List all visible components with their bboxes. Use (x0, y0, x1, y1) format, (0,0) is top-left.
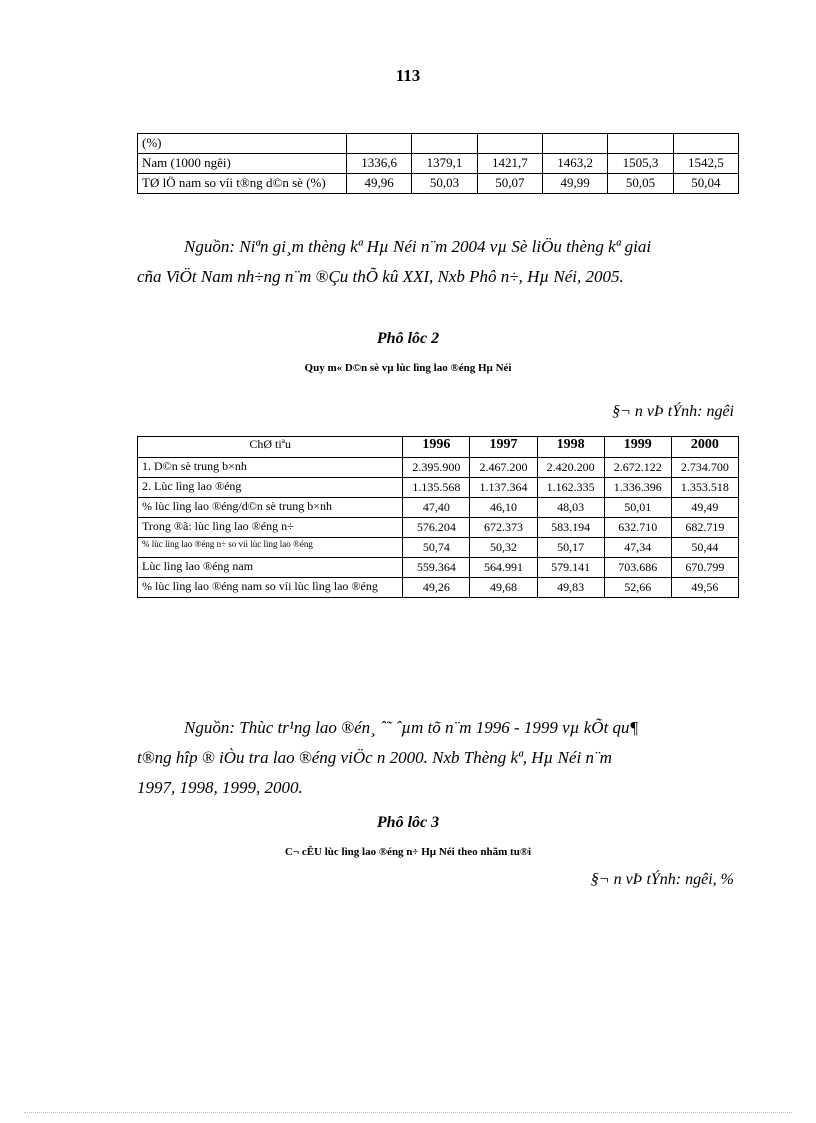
table2-cell: 49,83 (537, 578, 604, 598)
page-number: 113 (395, 66, 421, 85)
source-note-1-line-2: cña ViÖt Nam nh÷ng n¨m ®Çu thÕ kû XXI, Nxb Phô n÷, Hµ Néi, 2005. (137, 267, 624, 286)
table2-cell: 559.364 (403, 558, 470, 578)
table2-cell: 583.194 (537, 518, 604, 538)
table1-cell (347, 134, 412, 154)
table1-row-label: TØ lÖ nam so víi t®ng d©n sè (%) (138, 174, 347, 194)
table1-cell: 49,99 (542, 174, 607, 194)
appendix-3-unit: §¬ n vÞ tÝnh: ngêi, % (590, 871, 734, 888)
table2-cell: 632.710 (604, 518, 671, 538)
table-population-labor (137, 436, 739, 598)
table2-row (138, 458, 739, 478)
table1-cell: 50,05 (608, 174, 673, 194)
table1-row-label: (%) (138, 134, 347, 154)
table2-row-label: % lùc lìng lao ®éng/d©n sè trung b×nh (138, 498, 403, 518)
table2-cell: 50,17 (537, 538, 604, 558)
table2-row (138, 538, 739, 558)
table1-row-label: Nam (1000 ngêi) (138, 154, 347, 174)
table2-row-label: Trong ®ã: lùc lìng lao ®éng n÷ (138, 518, 403, 538)
table1-cell (542, 134, 607, 154)
table2-header-year: 1998 (537, 437, 604, 458)
table1-row (138, 134, 739, 154)
table1-cell (477, 134, 542, 154)
table2-header-year: 1996 (403, 437, 470, 458)
table2-cell: 672.373 (470, 518, 537, 538)
table2-cell: 1.353.518 (671, 478, 738, 498)
table2-cell: 1.137.364 (470, 478, 537, 498)
table2-row-label: 1. D©n sè trung b×nh (138, 458, 403, 478)
table2-cell: 50,01 (604, 498, 671, 518)
table2-cell: 2.672.122 (604, 458, 671, 478)
table2-cell: 576.204 (403, 518, 470, 538)
table1-cell: 1542,5 (673, 154, 738, 174)
source-note-2-line-3: 1997, 1998, 1999, 2000. (137, 778, 303, 797)
table2-row-label: 2. Lùc lìng lao ®éng (138, 478, 403, 498)
table2-row (138, 518, 739, 538)
table2-row (138, 498, 739, 518)
source-note-2-line-1: Nguồn: Thùc tr¹ng lao ®én¸ ˆ˜ ˆµm tõ n¨m 1996 - 1999 vµ kÕt qu¶ (184, 718, 639, 737)
table2-cell: 47,34 (604, 538, 671, 558)
table2-cell: 1.135.568 (403, 478, 470, 498)
table2-cell: 682.719 (671, 518, 738, 538)
table2-cell: 703.686 (604, 558, 671, 578)
table2-cell: 670.799 (671, 558, 738, 578)
table1-cell: 1379,1 (412, 154, 477, 174)
table2-cell: 49,49 (671, 498, 738, 518)
table2-cell: 48,03 (537, 498, 604, 518)
table2-cell: 50,32 (470, 538, 537, 558)
table2-row-label: Lùc lìng lao ®éng nam (138, 558, 403, 578)
appendix-3-title: Phô lôc 3 (376, 814, 440, 831)
table2-row (138, 578, 739, 598)
table2-header-year: 1997 (470, 437, 537, 458)
source-note-2-line-2: t®ng hîp ® iÒu tra lao ®éng viÖc n 2000. Nxb Thèng kª, Hµ Néi n¨m (137, 748, 612, 767)
table2-header-year: 2000 (671, 437, 738, 458)
table1-cell: 50,04 (673, 174, 738, 194)
table1-cell: 50,07 (477, 174, 542, 194)
table2-cell: 1.162.335 (537, 478, 604, 498)
table2-cell: 49,68 (470, 578, 537, 598)
table1-cell: 1505,3 (608, 154, 673, 174)
table1-cell (673, 134, 738, 154)
table2-cell: 1.336.396 (604, 478, 671, 498)
table2-cell: 2.420.200 (537, 458, 604, 478)
appendix-2-subtitle: Quy m« D©n sè vµ lùc lìng lao ®éng Hµ Néi (304, 362, 512, 374)
table1-body (138, 134, 739, 194)
table1-cell (412, 134, 477, 154)
table2-cell: 46,10 (470, 498, 537, 518)
table2-cell: 50,74 (403, 538, 470, 558)
table2-cell: 47,40 (403, 498, 470, 518)
table1-cell: 49,96 (347, 174, 412, 194)
table2-header-year: 1999 (604, 437, 671, 458)
table2-cell: 52,66 (604, 578, 671, 598)
appendix-3-subtitle: C¬ cÊU lùc lìng lao ®éng n÷ Hµ Néi theo nhãm tu®i (284, 846, 532, 858)
table2-cell: 49,26 (403, 578, 470, 598)
table-population-continued (137, 133, 739, 194)
source-note-1 (137, 232, 742, 292)
table2-header-row (138, 437, 739, 458)
table2-row (138, 558, 739, 578)
table1-row (138, 174, 739, 194)
table2-row (138, 478, 739, 498)
table1-cell: 1421,7 (477, 154, 542, 174)
table1-cell: 1336,6 (347, 154, 412, 174)
appendix-2-title: Phô lôc 2 (376, 330, 440, 347)
table2-cell: 564.991 (470, 558, 537, 578)
table2-cell: 2.734.700 (671, 458, 738, 478)
table2-cell: 2.395.900 (403, 458, 470, 478)
table2-row-label: % lùc lìng lao ®éng nam so víi lùc lìng lao ®éng (138, 578, 403, 598)
page-bottom-divider (24, 1112, 792, 1113)
table2-row-label: % lùc lìng lao ®éng n÷ so víi lùc lìng lao ®éng (138, 538, 403, 558)
table2-cell: 579.141 (537, 558, 604, 578)
table2-header-label: ChØ tiªu (138, 437, 403, 458)
table2-cell: 2.467.200 (470, 458, 537, 478)
table2-cell: 49,56 (671, 578, 738, 598)
table1-cell: 50,03 (412, 174, 477, 194)
table2-cell: 50,44 (671, 538, 738, 558)
appendix-2-unit: §¬ n vÞ tÝnh: ngêi (612, 403, 734, 420)
table1-row (138, 154, 739, 174)
source-note-1-line-1: Nguồn: Niªn gi¸m thèng kª Hµ Néi n¨m 2004 vµ Sè liÖu thèng kª giai (184, 237, 652, 256)
source-note-2 (137, 713, 742, 803)
table2-body (138, 458, 739, 598)
table1-cell: 1463,2 (542, 154, 607, 174)
table1-cell (608, 134, 673, 154)
